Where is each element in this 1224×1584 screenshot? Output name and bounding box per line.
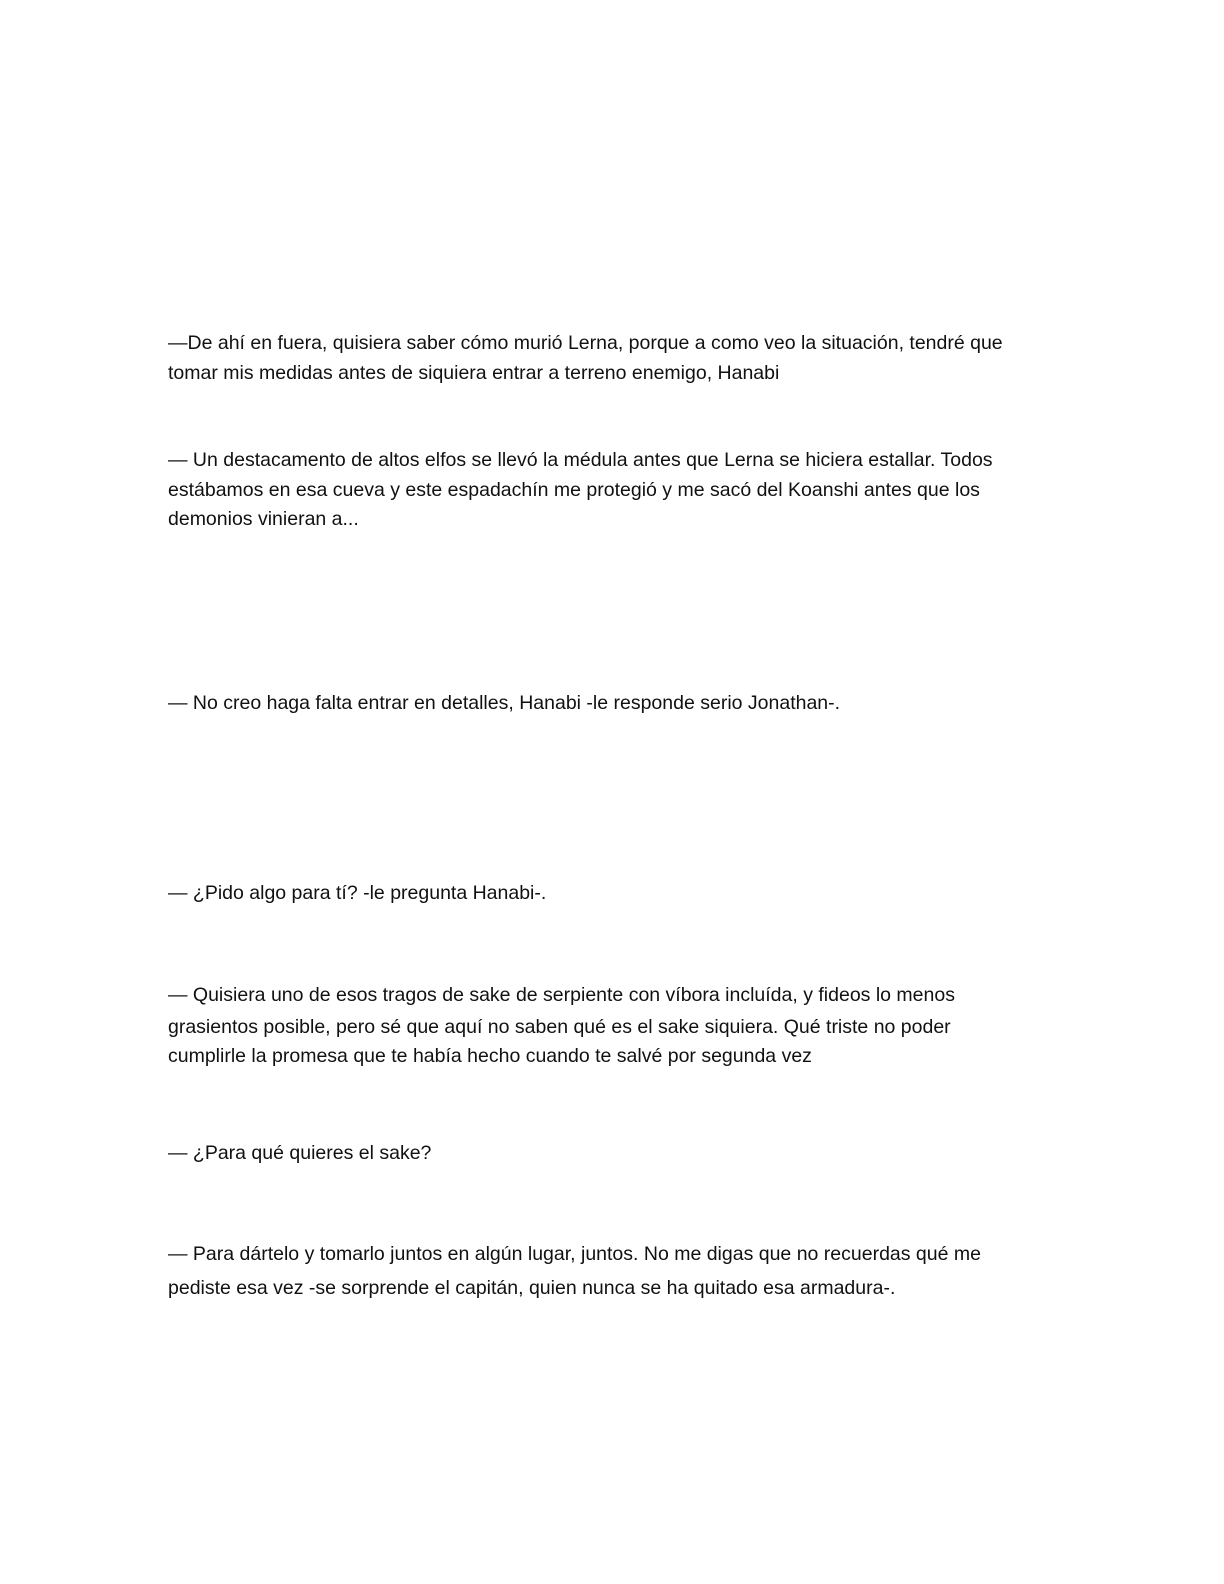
paragraph-4-line-1: — ¿Pido algo para tí? -le pregunta Hanabi-. xyxy=(168,882,547,904)
paragraph-1-line-1: —De ahí en fuera, quisiera saber cómo murió Lerna, porque a como veo la situación, tendré que xyxy=(168,332,1003,354)
paragraph-2-line-3: demonios vinieran a... xyxy=(168,508,359,530)
paragraph-5-line-2: grasientos posible, pero sé que aquí no saben qué es el sake siquiera. Qué triste no poder xyxy=(168,1016,951,1038)
paragraph-2-line-1: — Un destacamento de altos elfos se llevó la médula antes que Lerna se hiciera estallar. Todos xyxy=(168,449,993,471)
paragraph-2-line-2: estábamos en esa cueva y este espadachín me protegió y me sacó del Koanshi antes que los xyxy=(168,479,980,501)
paragraph-3-line-1: — No creo haga falta entrar en detalles, Hanabi -le responde serio Jonathan-. xyxy=(168,692,841,714)
paragraph-7-line-2: pediste esa vez -se sorprende el capitán, quien nunca se ha quitado esa armadura-. xyxy=(168,1277,896,1299)
paragraph-5-line-1: — Quisiera uno de esos tragos de sake de serpiente con víbora incluída, y fideos lo menos xyxy=(168,984,955,1006)
paragraph-1-line-2: tomar mis medidas antes de siquiera entrar a terreno enemigo, Hanabi xyxy=(168,362,780,384)
paragraph-6-line-1: — ¿Para qué quieres el sake? xyxy=(168,1142,432,1164)
paragraph-7-line-1: — Para dártelo y tomarlo juntos en algún lugar, juntos. No me digas que no recuerdas qué me xyxy=(168,1243,981,1265)
paragraph-5-line-3: cumplirle la promesa que te había hecho cuando te salvé por segunda vez xyxy=(168,1045,812,1067)
